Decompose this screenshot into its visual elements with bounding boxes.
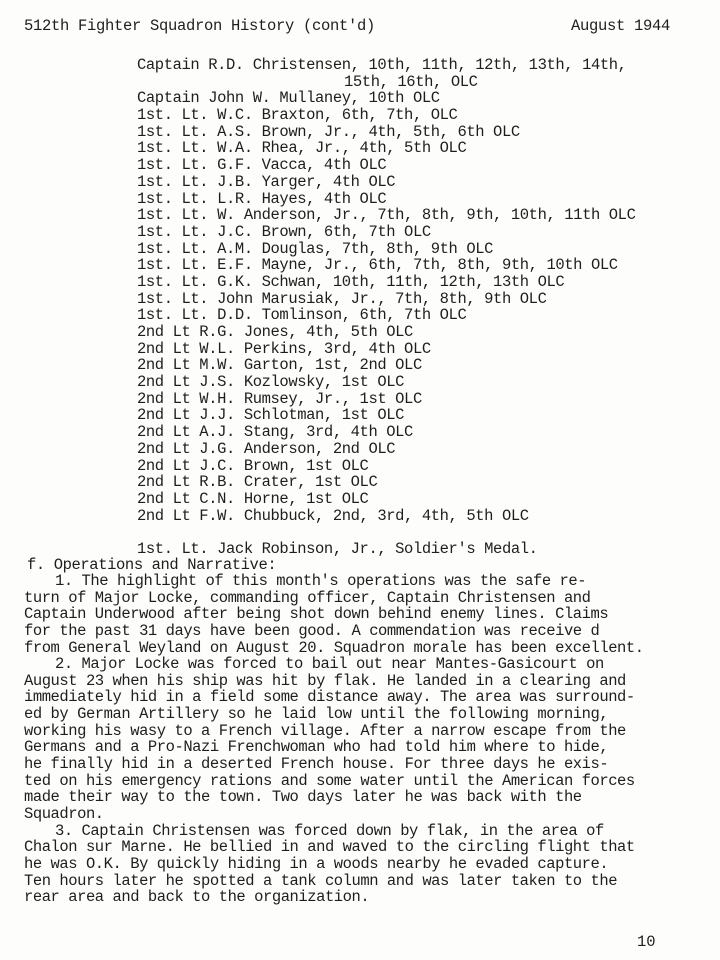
soldiers-medal-entry: 1st. Lt. Jack Robinson, Jr., Soldier's Medal.	[137, 540, 538, 558]
narrative-line: Chalon sur Marne. He bellied in and waved to the circling flight that	[24, 838, 635, 857]
narrative-line: immediately hid in a field some distance away. The area was surround-	[24, 688, 635, 707]
award-entry-continuation: 15th, 16th, OLC	[344, 72, 478, 91]
narrative-line: for the past 31 days have been good. A commendation was receive d	[24, 621, 600, 640]
narrative-line: rear area and back to the organization.	[24, 888, 370, 907]
award-entry: 1st. Lt. D.D. Tomlinson, 6th, 7th OLC	[137, 306, 467, 325]
section-heading: f. Operations and Narrative:	[27, 556, 277, 574]
narrative-line: ed by German Artillery so he laid low until the following morning,	[24, 705, 609, 724]
award-entry: 2nd Lt M.W. Garton, 1st, 2nd OLC	[137, 356, 422, 375]
page-header-title: 512th Fighter Squadron History (cont'd)	[24, 17, 376, 35]
award-entry: 1st. Lt. W. Anderson, Jr., 7th, 8th, 9th, 10th, 11th OLC	[137, 206, 636, 225]
award-entry: 2nd Lt A.J. Stang, 3rd, 4th OLC	[137, 423, 413, 442]
award-entry: 1st. Lt. John Marusiak, Jr., 7th, 8th, 9th OLC	[137, 289, 547, 308]
award-entry: 1st. Lt. G.F. Vacca, 4th OLC	[137, 156, 387, 175]
narrative-line: made their way to the town. Two days later he was back with the	[24, 788, 582, 807]
award-entry: 2nd Lt J.G. Anderson, 2nd OLC	[137, 439, 396, 458]
award-entry: 1st. Lt. W.C. Braxton, 6th, 7th, OLC	[137, 106, 458, 125]
award-entry: Captain R.D. Christensen, 10th, 11th, 12th, 13th, 14th,	[137, 56, 627, 74]
award-entry: 1st. Lt. L.R. Hayes, 4th OLC	[137, 189, 387, 208]
page-number: 10	[637, 933, 656, 951]
narrative-line: Ten hours later he spotted a tank column and was later taken to the	[24, 871, 618, 890]
award-entry: 2nd Lt F.W. Chubbuck, 2nd, 3rd, 4th, 5th OLC	[137, 506, 529, 525]
narrative-line: Captain Underwood after being shot down behind enemy lines. Claims	[24, 605, 609, 624]
award-entry: 2nd Lt R.G. Jones, 4th, 5th OLC	[137, 323, 413, 341]
narrative-line: 2. Major Locke was forced to bail out near Mantes-Gasicourt on	[55, 655, 604, 674]
award-entry: 1st. Lt. A.M. Douglas, 7th, 8th, 9th OLC	[137, 239, 494, 258]
narrative-line: 3. Captain Christensen was forced down by flak, in the area of	[55, 821, 604, 840]
award-entry: 2nd Lt W.H. Rumsey, Jr., 1st OLC	[137, 389, 422, 408]
award-entry: 1st. Lt. J.C. Brown, 6th, 7th OLC	[137, 222, 431, 241]
narrative-line: working his wasy to a French village. After a narrow escape from the	[24, 721, 626, 740]
award-entry: 1st. Lt. J.B. Yarger, 4th OLC	[137, 172, 396, 191]
narrative-line: from General Weyland on August 20. Squadron morale has been excellent.	[24, 638, 644, 657]
award-entry: Captain John W. Mullaney, 10th OLC	[137, 89, 440, 108]
narrative-line: August 23 when his ship was hit by flak. He landed in a clearing and	[24, 671, 626, 690]
award-entry: 2nd Lt C.N. Horne, 1st OLC	[137, 489, 369, 508]
narrative-line: he finally hid in a deserted French house. For three days he exis-	[24, 755, 609, 774]
narrative-line: Germans and a Pro-Nazi Frenchwoman who had told him where to hide,	[24, 738, 609, 757]
awards-list	[137, 57, 636, 524]
award-entry: 2nd Lt R.B. Crater, 1st OLC	[137, 473, 378, 492]
narrative-line: Squadron.	[24, 804, 104, 823]
narrative-line: turn of Major Locke, commanding officer, Captain Christensen and	[24, 588, 591, 607]
narrative-line: 1. The highlight of this month's operations was the safe re-	[55, 572, 587, 590]
award-entry: 1st. Lt. E.F. Mayne, Jr., 6th, 7th, 8th, 9th, 10th OLC	[137, 256, 618, 275]
page-header-date: August 1944	[571, 17, 671, 35]
narrative-line: he was O.K. By quickly hiding in a woods nearby he evaded capture.	[24, 854, 609, 873]
award-entry: 1st. Lt. W.A. Rhea, Jr., 4th, 5th OLC	[137, 139, 467, 158]
award-entry: 2nd Lt J.J. Schlotman, 1st OLC	[137, 406, 405, 425]
narrative-line: ted on his emergency rations and some water until the American forces	[24, 771, 635, 790]
award-entry: 1st. Lt. A.S. Brown, Jr., 4th, 5th, 6th OLC	[137, 122, 520, 141]
award-entry: 2nd Lt J.S. Kozlowsky, 1st OLC	[137, 373, 405, 392]
award-entry: 2nd Lt W.L. Perkins, 3rd, 4th OLC	[137, 339, 431, 358]
narrative-text	[24, 572, 644, 907]
award-entry: 1st. Lt. G.K. Schwan, 10th, 11th, 12th, 13th OLC	[137, 272, 565, 291]
award-entry: 2nd Lt J.C. Brown, 1st OLC	[137, 456, 369, 475]
